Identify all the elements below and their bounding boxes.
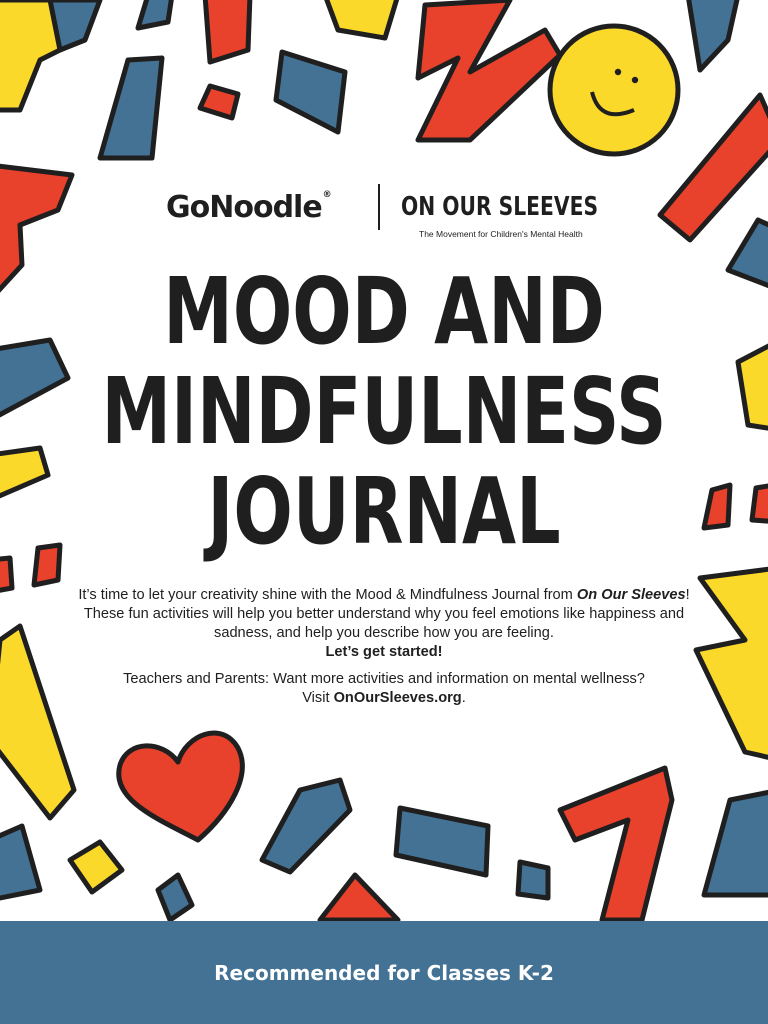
red-small-left-2 — [0, 558, 12, 592]
title-line-2: MINDFULNESS — [101, 358, 667, 465]
footer-banner — [0, 921, 768, 1024]
heart-icon — [119, 733, 243, 840]
visit-text: Visit — [302, 690, 334, 706]
gonoodle-logo — [166, 190, 331, 225]
red-shape-top — [205, 0, 250, 62]
red-shape-bottom-7 — [560, 768, 672, 920]
yellow-shape-top-mid — [325, 0, 398, 38]
blue-shape-right-bottom — [704, 790, 768, 895]
red-small-top — [200, 86, 238, 118]
call-to-action: Let’s get started! — [325, 644, 443, 660]
blue-shape-bottom-left — [0, 826, 40, 900]
footer-label: Recommended for Classes K-2 — [214, 960, 554, 985]
blue-shape-top-right — [688, 0, 738, 70]
blue-shape-top-left — [50, 0, 100, 50]
blue-small-bottom — [158, 875, 192, 920]
gonoodle-registered-mark: ® — [322, 190, 331, 200]
period-text: . — [461, 690, 466, 706]
website-link[interactable]: OnOurSleeves.org — [333, 690, 462, 706]
gonoodle-logo-text: GoNoodle — [166, 190, 322, 225]
teachers-parents-text: Teachers and Parents: Want more activities and information on mental wellness? — [123, 671, 645, 687]
smiley-face-icon — [550, 26, 678, 154]
on-our-sleeves-logo: ON OUR SLEEVES — [401, 192, 599, 222]
blue-bar-1 — [100, 58, 162, 158]
blue-shape-top-mid — [276, 52, 345, 132]
intro-paragraph-1 — [60, 586, 708, 662]
intro-text-part: ! These fun activities will help you better understand why you feel emotions like happiness and sadness, and help you describe how you are feeling. — [83, 587, 690, 641]
blue-small-bottom-2 — [518, 862, 548, 898]
journal-title — [0, 258, 768, 565]
intro-text-part: It’s time to let your creativity shine with the Mood & Mindfulness Journal from — [78, 587, 577, 603]
blue-shape-bottom-2 — [396, 808, 488, 875]
blue-shape-bottom-1 — [262, 780, 350, 872]
intro-paragraph-2 — [60, 670, 708, 708]
logo-bar — [0, 182, 768, 242]
intro-text — [60, 586, 708, 716]
title-line-3: JOURNAL — [207, 458, 561, 565]
blue-bar-2 — [138, 0, 172, 28]
on-our-sleeves-tagline: The Movement for Children's Mental Health — [419, 229, 583, 239]
yellow-square-left — [70, 842, 122, 892]
logo-divider — [378, 184, 380, 230]
brand-name-emphasis: On Our Sleeves — [576, 587, 686, 603]
red-zigzag-top — [418, 0, 560, 140]
title-line-1: MOOD AND — [163, 258, 605, 365]
red-shape-bottom-mid — [320, 875, 398, 920]
